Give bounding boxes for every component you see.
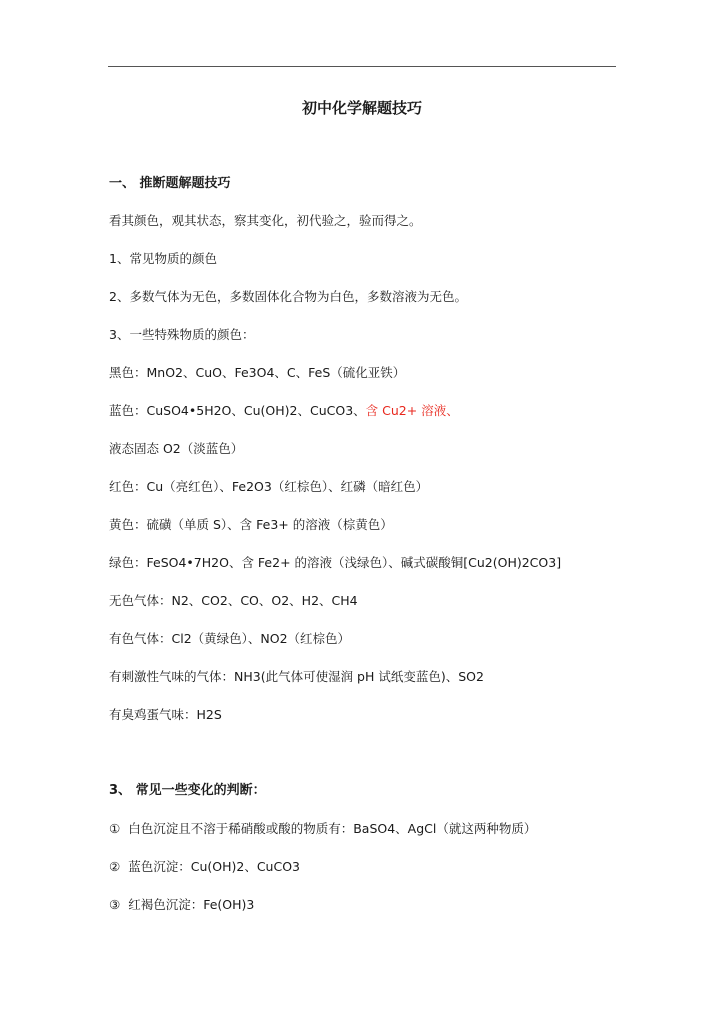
change-item-3-text: 红褐色沉淀：Fe(OH)3 (128, 897, 255, 912)
green-substances: 绿色：FeSO4•7H2O、含 Fe2+ 的溶液（浅绿色）、碱式碳酸铜[Cu2(OH)2CO3] (109, 555, 562, 570)
item-common-colors: 1、常见物质的颜色 (109, 251, 217, 266)
section-heading-inference: 一、 推断题解题技巧 (109, 176, 231, 191)
document-title: 初中化学解题技巧 (301, 99, 422, 117)
intro-text: 看其颜色，观其状态，察其变化，初代验之，验而得之。 (109, 213, 422, 228)
blue-substances-cont: 液态固态 O2（淡蓝色） (109, 441, 244, 456)
cu2-solution-highlight: 含 Cu2+ 溶液、 (365, 403, 459, 418)
change-item-1-text: 白色沉淀且不溶于稀硝酸或酸的物质有：BaSO4、AgCl（就这两种物质） (128, 821, 537, 836)
section-heading-changes: 3、 常见一些变化的判断： (109, 783, 266, 798)
item-general-colors: 2、多数气体为无色，多数固体化合物为白色，多数溶液为无色。 (109, 289, 467, 304)
circled-number-1: ① (109, 821, 121, 836)
yellow-substances: 黄色：硫磺（单质 S）、含 Fe3+ 的溶液（棕黄色） (109, 517, 393, 532)
circled-number-3: ③ (109, 897, 121, 912)
item-special-colors: 3、一些特殊物质的颜色： (109, 327, 255, 342)
change-item-3 (109, 896, 254, 914)
header-rule (108, 66, 616, 67)
blue-substances-text: 蓝色：CuSO4•5H2O、Cu(OH)2、CuCO3、 (109, 403, 366, 418)
rotten-egg-gas: 有臭鸡蛋气味：H2S (109, 707, 222, 722)
change-item-2 (109, 858, 300, 876)
colored-gases: 有色气体：Cl2（黄绿色）、NO2（红棕色） (109, 631, 351, 646)
change-item-1 (109, 820, 536, 838)
change-item-2-text: 蓝色沉淀：Cu(OH)2、CuCO3 (128, 859, 300, 874)
blue-substances (109, 402, 459, 420)
circled-number-2: ② (109, 859, 121, 874)
colorless-gases: 无色气体：N2、CO2、CO、O2、H2、CH4 (109, 593, 358, 608)
red-substances: 红色：Cu（亮红色）、Fe2O3（红棕色）、红磷（暗红色） (109, 479, 429, 494)
black-substances: 黑色：MnO2、CuO、Fe3O4、C、FeS（硫化亚铁） (109, 365, 406, 380)
pungent-gases: 有刺激性气味的气体：NH3(此气体可使湿润 pH 试纸变蓝色)、SO2 (109, 669, 484, 684)
